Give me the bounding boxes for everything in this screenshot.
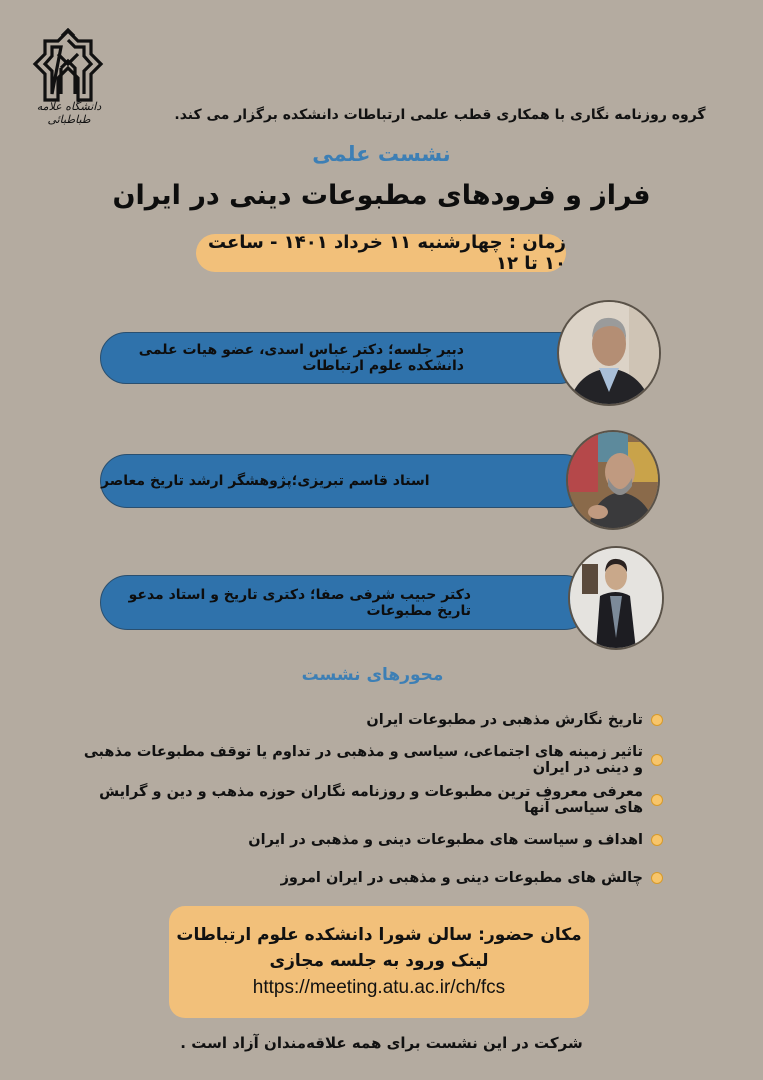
- portrait-photo-icon: [568, 546, 664, 650]
- topic-text: اهداف و سیاست های مطبوعات دینی و مذهبی در ایران: [248, 832, 643, 848]
- online-session-label: لینک ورود به جلسه مجازی: [269, 951, 489, 971]
- speaker-moderator: [100, 332, 585, 384]
- speaker-label: استاد قاسم تبریزی؛پژوهشگر ارشد تاریخ معاصر: [101, 473, 430, 489]
- venue-location: مکان حضور: سالن شورا دانشکده علوم ارتباطات: [176, 925, 582, 945]
- topic-text: تاریخ نگارش مذهبی در مطبوعات ایران: [366, 712, 643, 728]
- speaker-guest-1: [100, 454, 590, 508]
- speaker-label: دبیر جلسه؛ دکتر عباس اسدی، عضو هیات علمی دانشکده علوم ارتباطات: [138, 342, 464, 374]
- topic-text: تاثیر زمینه های اجتماعی، سیاسی و مذهبی در تداوم یا توقف مطبوعات مذهبی و دینی در ایران: [83, 744, 643, 776]
- topic-text: چالش های مطبوعات دینی و مذهبی در ایران امروز: [280, 870, 643, 886]
- meeting-link[interactable]: https://meeting.atu.ac.ir/ch/fcs: [252, 977, 506, 998]
- topics-heading: محورهای نشست: [301, 665, 444, 685]
- topic-item: [83, 744, 663, 776]
- bullet-dot-icon: [651, 754, 663, 766]
- event-type: نشست علمی: [312, 142, 451, 166]
- venue-box: [169, 906, 589, 1018]
- speaker-label: دکتر حبیب شرفی صفا؛ دکتری تاریخ و استاد مدعو تاریخ مطبوعات: [128, 586, 471, 619]
- time-badge: [196, 234, 566, 272]
- topic-item: [83, 784, 663, 816]
- topic-text: معرفی معروف ترین مطبوعات و روزنامه نگاران حوزه مذهب و دین و گرایش های سیاسی آنها: [99, 784, 643, 816]
- bullet-dot-icon: [651, 794, 663, 806]
- event-title: فراز و فرودهای مطبوعات دینی در ایران: [112, 180, 651, 211]
- university-emblem-icon: [28, 28, 108, 104]
- time-label: زمان : چهارشنبه ۱۱ خرداد ۱۴۰۱ - ساعت ۱۰ تا ۱۲: [207, 232, 566, 274]
- speaker-guest-2: [100, 575, 592, 630]
- university-name: دانشگاه علامه طباطبائی: [36, 100, 102, 126]
- topic-item: [103, 708, 663, 732]
- topic-item: [103, 828, 663, 852]
- portrait-photo-icon: [557, 300, 661, 406]
- topic-item: [103, 866, 663, 890]
- bullet-dot-icon: [651, 834, 663, 846]
- bullet-dot-icon: [651, 714, 663, 726]
- portrait-photo-icon: [566, 430, 660, 530]
- footer-note: شرکت در این نشست برای همه علاقه‌مندان آزاد است .: [180, 1034, 583, 1052]
- organizer-line: گروه روزنامه نگاری با همکاری قطب علمی ارتباطات دانشکده برگزار می کند.: [174, 107, 706, 123]
- bullet-dot-icon: [651, 872, 663, 884]
